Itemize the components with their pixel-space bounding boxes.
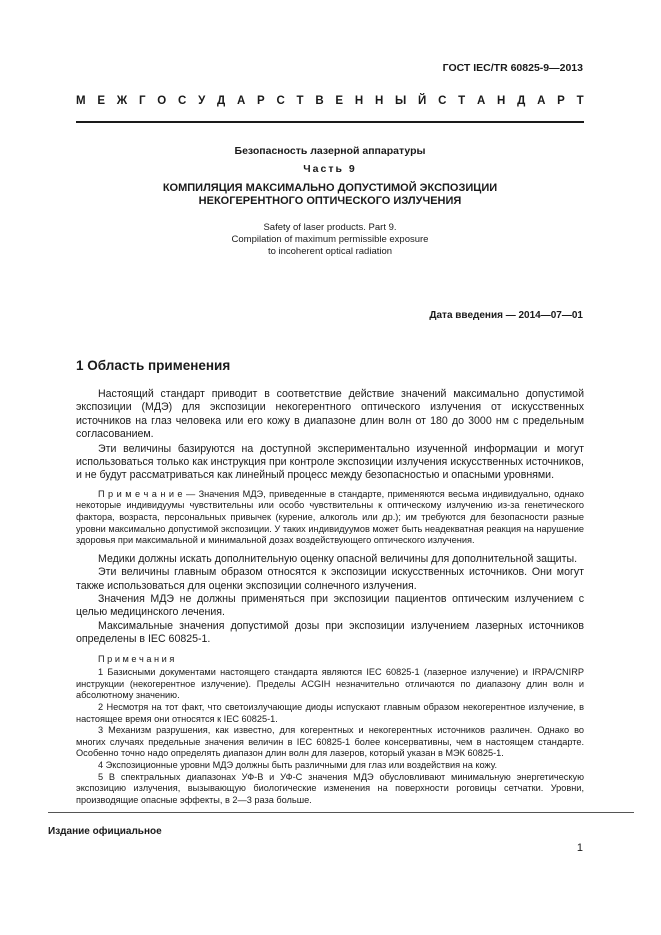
interstate-standard-label xyxy=(76,95,584,107)
title-part: Часть 9 xyxy=(303,163,357,175)
section-body xyxy=(76,388,584,806)
label-gap xyxy=(328,95,331,107)
label-gap xyxy=(250,95,253,107)
label-gap xyxy=(90,95,93,107)
note-item: 2 Несмотря на тот факт, что светоизлучающие диоды испускают главным образом некогерентное излучение, в настоящее время они относятся к IEC 60825-1. xyxy=(76,702,584,724)
paragraph: Эти величины базируются на доступной экспериментально изученной информации и могут использоваться только как инструкция при контроле экспозиции излучения искусственных источников, и не будут рассматриваться как линейный процесс между безопасностью и опасными уровнями. xyxy=(76,442,584,482)
paragraph: Максимальные значения допустимой дозы при экспозиции излучением лазерных источников определены в IEC 60825-1. xyxy=(76,619,584,646)
label-letter: Р xyxy=(557,95,565,107)
title-en-line3: to incoherent optical radiation xyxy=(267,246,393,257)
title-main xyxy=(76,182,584,208)
label-gap xyxy=(451,95,454,107)
title-main-line1: КОМПИЛЯЦИЯ МАКСИМАЛЬНО ДОПУСТИМОЙ ЭКСПОЗИЦИИ xyxy=(162,182,498,194)
label-gap xyxy=(510,95,513,107)
label-letter: Е xyxy=(335,95,344,107)
label-gap xyxy=(569,95,572,107)
label-gap xyxy=(131,95,134,107)
label-letter: Т xyxy=(296,95,304,107)
label-letter: О xyxy=(157,95,167,107)
label-gap xyxy=(347,95,350,107)
notes-label: П р и м е ч а н и я xyxy=(98,653,175,664)
label-gap xyxy=(490,95,493,107)
note-text: — Значения МДЭ, приведенные в стандарте, применяются весьма индивидуально, однако некоторые индивидуумы чувствительны или особо чувствительны к оптическому излучению из-за генетического фактора, возраста, персональных привычек (курение, алкоголь или др.); им требуются для безопасности разные уровни максимально допустимой экспозиции. У таких индивидуумов может быть неадекватная реакция на нарушение здоровья при максимальной и минимальной дозах воздействующего оптического излучения. xyxy=(76,488,584,546)
header-rule xyxy=(76,121,584,123)
label-gap xyxy=(388,95,391,107)
title-english xyxy=(76,222,584,258)
label-gap xyxy=(229,95,232,107)
label-letter: А xyxy=(537,95,546,107)
label-letter: Р xyxy=(257,95,265,107)
label-letter: Т xyxy=(576,95,584,107)
label-letter: С xyxy=(177,95,187,107)
note-item: 4 Экспозиционные уровни МДЭ должны быть различными для глаз или воздействия на кожу. xyxy=(98,760,497,770)
label-gap xyxy=(269,95,272,107)
label-gap xyxy=(469,95,472,107)
label-letter: У xyxy=(198,95,206,107)
label-gap xyxy=(530,95,533,107)
note-item: 3 Механизм разрушения, как известно, для когерентных и некогерентных источников различен. Однако во многих случаях предельные значения величин в IEC 60825-1 более консервативны, чем в настоящем стандарте. Особенно точно надо определять диапазон длин волн для лазеров, который указан в МЭК 60825-1. xyxy=(76,725,584,759)
label-letter: Ж xyxy=(116,95,128,107)
label-gap xyxy=(367,95,370,107)
label-gap xyxy=(431,95,434,107)
label-letter: Д xyxy=(517,95,526,107)
paragraph: Значения МДЭ не должны применяться при экспозиции пациентов оптическим излучением с целью медицинского лечения. xyxy=(76,593,584,619)
label-letter: Е xyxy=(97,95,106,107)
label-letter: А xyxy=(476,95,486,107)
label-letter: Н xyxy=(354,95,364,107)
title-en-line1: Safety of laser products. Part 9. xyxy=(263,222,397,233)
label-letter: Н xyxy=(497,95,506,107)
label-letter: С xyxy=(276,95,285,107)
label-gap xyxy=(109,95,112,107)
title-subject: Безопасность лазерной аппаратуры xyxy=(234,145,426,157)
label-gap xyxy=(191,95,194,107)
label-letter: Н xyxy=(374,95,384,107)
label-letter: Г xyxy=(138,95,146,107)
label-letter: С xyxy=(438,95,447,107)
paragraph: Медики должны искать дополнительную оценку опасной величины для дополнительной защиты. xyxy=(98,552,578,565)
note-item: 1 Базисными документами настоящего стандарта являются IEC 60825-1 (лазерное излучение) и IRPA/CNIRP инструкции (некогерентное излучение). Пределы ACGIH незначительно отличаются по диапазону длин волн и абсолютному значению. xyxy=(76,667,584,701)
label-gap xyxy=(308,95,311,107)
paragraph: Настоящий стандарт приводит в соответствие действие значений максимально допустимой экспозиции (МДЭ) для экспозиции некогерентного оптического излучения от искусственных источников на глаз человека или его кожу в диапазоне длин волн от 180 до 3000 нм с предельным согласованием. xyxy=(76,388,584,441)
section-heading: 1 Область применения xyxy=(76,358,231,373)
label-gap xyxy=(150,95,153,107)
label-letter: Д xyxy=(216,95,226,107)
label-gap xyxy=(210,95,213,107)
note xyxy=(76,489,584,547)
note-item: 5 В спектральных диапазонах УФ-В и УФ-С значения МДЭ обусловливают минимальную энергетическую экспозицию излучения, вызывающую биологические изменения на поверхности роговицы сетчатки. Уровни, производящие опасные эффекты, в 2—3 раза больше. xyxy=(76,771,584,805)
label-gap xyxy=(550,95,553,107)
page-number: 1 xyxy=(576,842,583,854)
label-letter: Й xyxy=(418,95,427,107)
footer-rule xyxy=(48,812,634,813)
title-en-line2: Compilation of maximum permissible exposure xyxy=(231,234,429,245)
label-gap xyxy=(411,95,414,107)
note-label: П р и м е ч а н и е xyxy=(98,488,183,499)
standard-code: ГОСТ IEC/TR 60825-9—2013 xyxy=(442,62,583,74)
paragraph: Эти величины главным образом относятся к экспозиции искусственных источников. Они могут также использоваться для оценки экспозиции солнечного излучения. xyxy=(76,566,584,592)
label-letter: А xyxy=(236,95,246,107)
introduction-date: Дата введения — 2014—07—01 xyxy=(429,310,583,321)
title-main-line2: НЕКОГЕРЕНТНОГО ОПТИЧЕСКОГО ИЗЛУЧЕНИЯ xyxy=(198,195,462,207)
label-letter: В xyxy=(315,95,324,107)
official-edition-label: Издание официальное xyxy=(48,826,162,837)
label-gap xyxy=(289,95,292,107)
label-gap xyxy=(171,95,174,107)
label-letter: Ы xyxy=(395,95,407,107)
label-letter: М xyxy=(76,95,86,107)
label-letter: Т xyxy=(458,95,466,107)
